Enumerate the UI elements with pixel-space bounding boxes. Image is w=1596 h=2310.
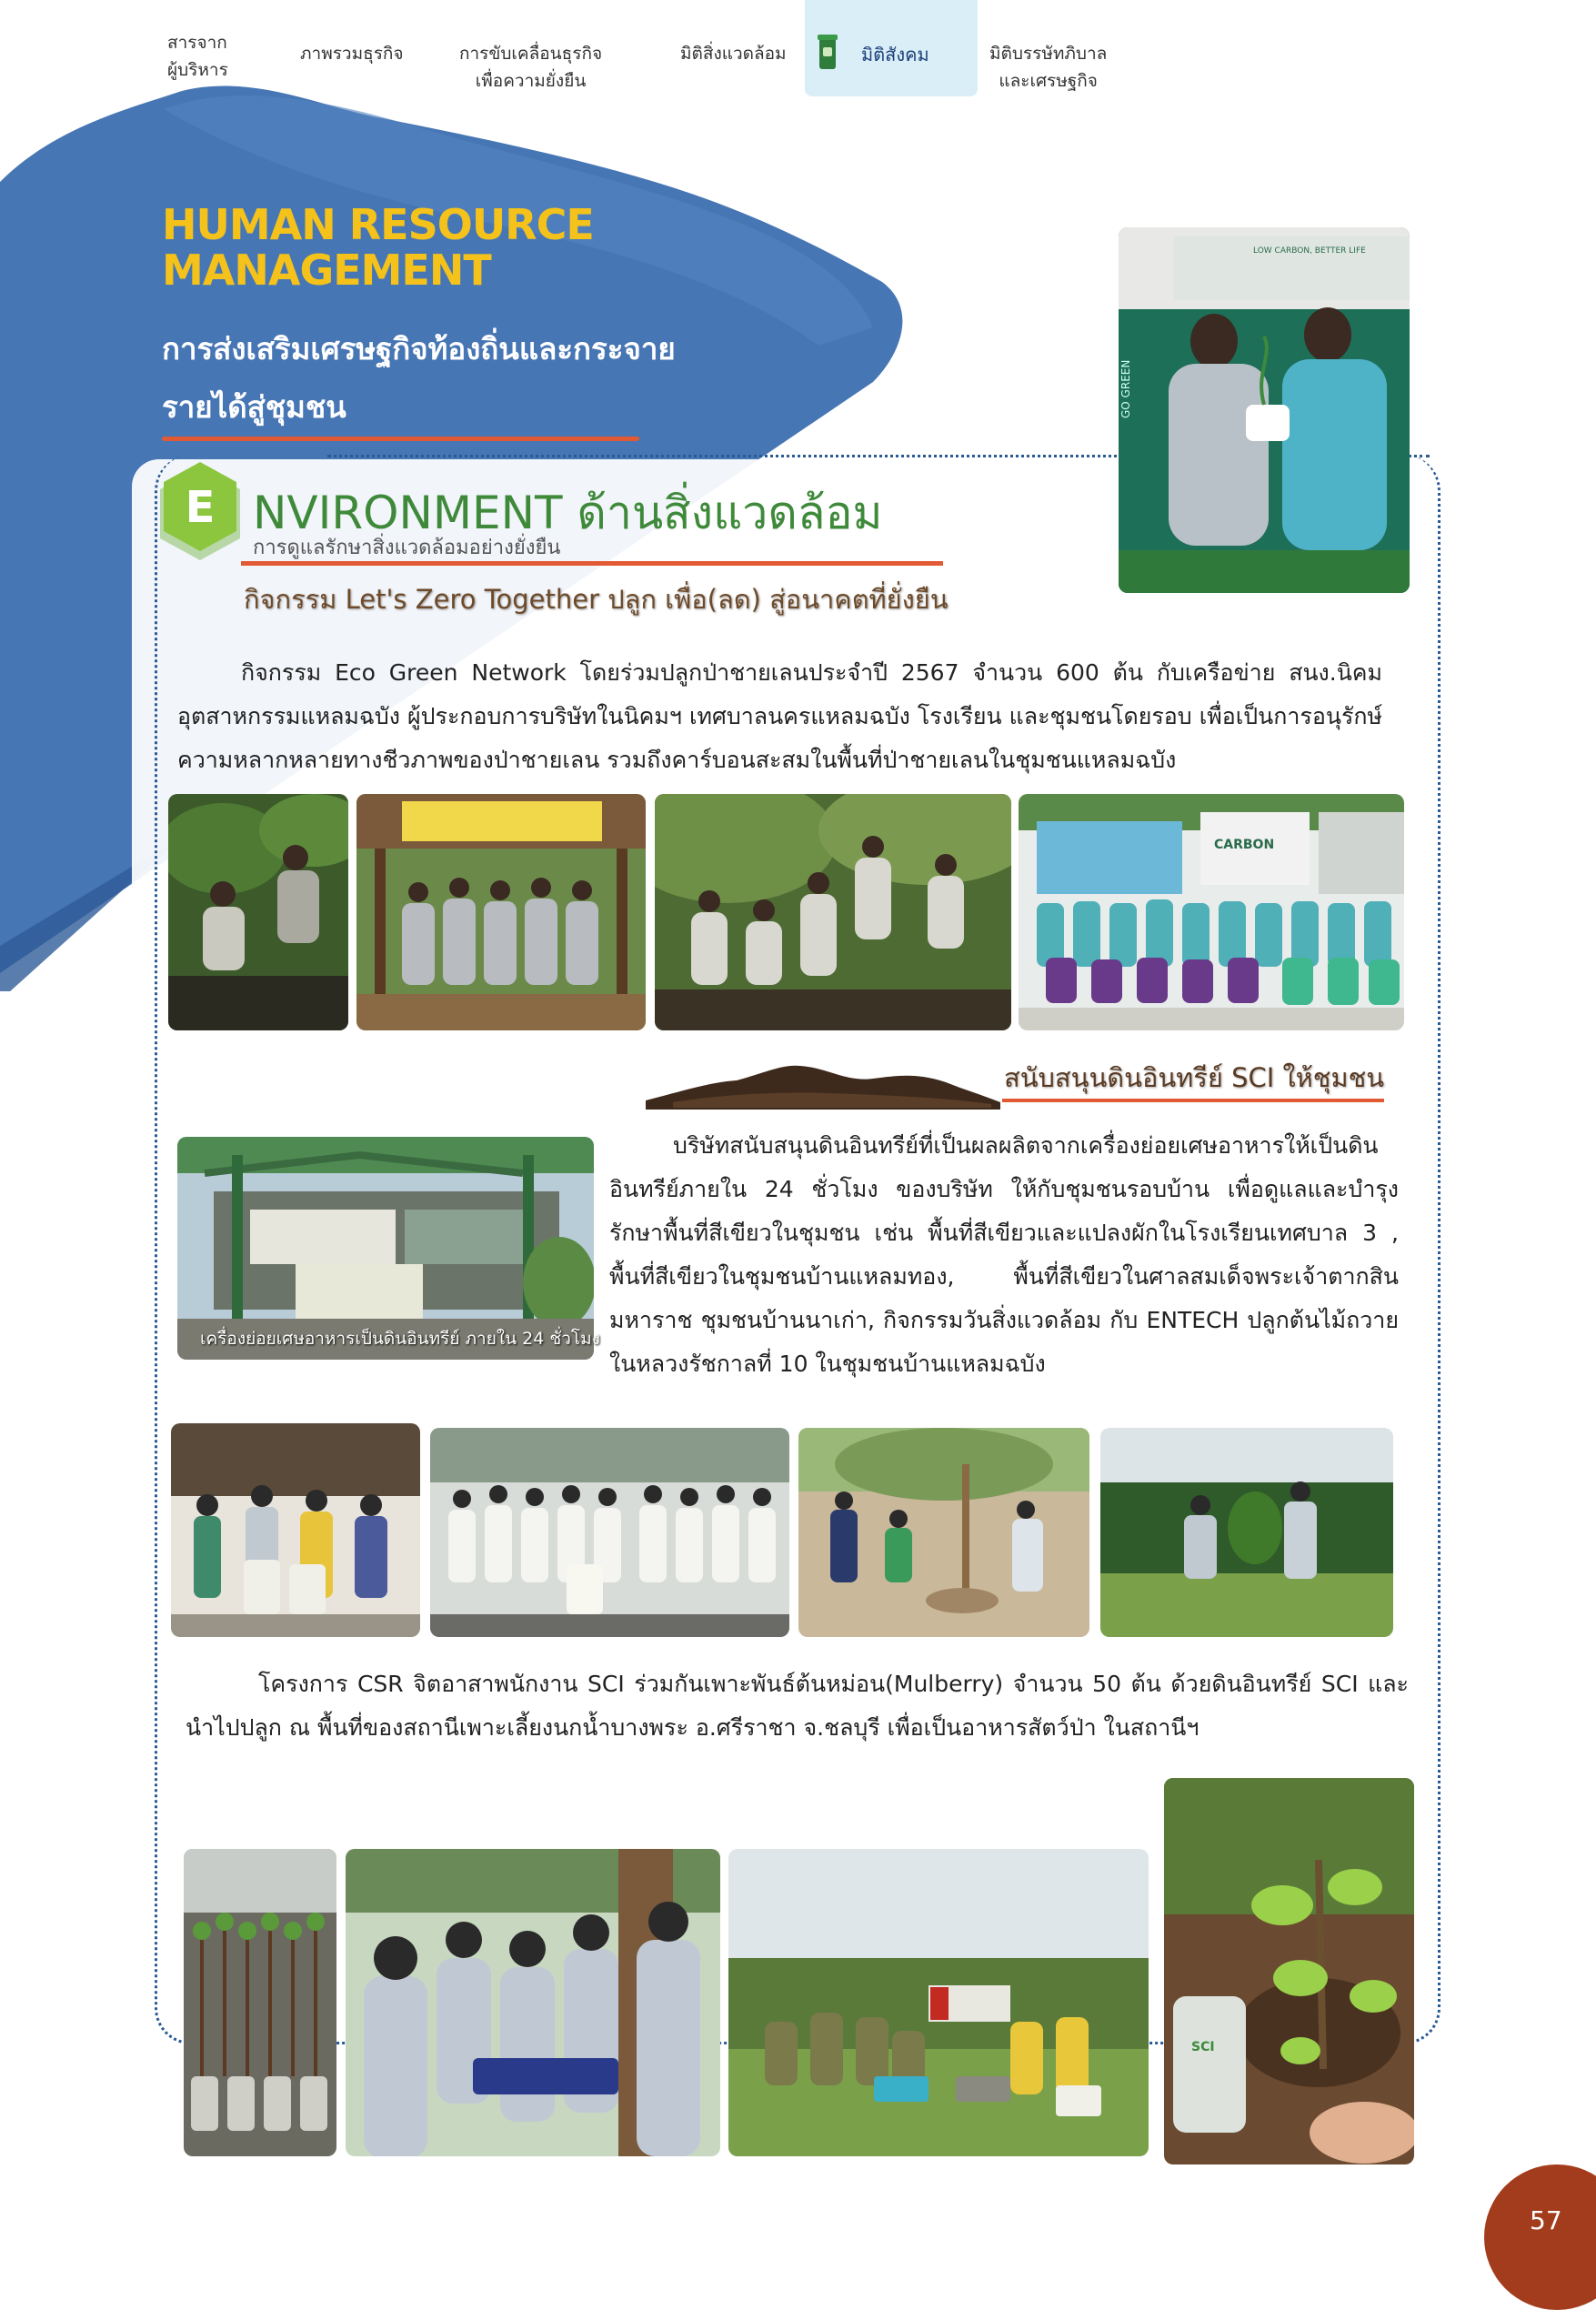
page-number-tab	[1484, 2164, 1596, 2310]
food-waste-machine-caption: เครื่องย่อยเศษอาหารเป็นดินอินทรีย์ ภายใน 24 ชั่วโมง	[200, 1329, 600, 1349]
photo-sign-carbon: CARBON	[1214, 838, 1275, 852]
environment-hexagon-icon	[156, 462, 244, 571]
nav-sustainable-business[interactable]: การขับเคลื่อนธุรกิจ เพื่อความยั่งยืน	[459, 44, 603, 91]
photo-carbon-event	[1019, 794, 1404, 1030]
photo-bird-station-planting	[728, 1849, 1149, 2156]
environment-underline	[241, 561, 943, 566]
photo-tree-planting-soil	[798, 1428, 1089, 1637]
photo-tree-planting-row	[1100, 1428, 1393, 1637]
photo-sign-banner: LOW CARBON, BETTER LIFE	[1253, 246, 1366, 256]
environment-subtitle: การดูแลรักษาสิ่งแวดล้อมอย่างยั่งยืน	[253, 537, 561, 559]
svg-text:E: E	[185, 482, 216, 533]
page-number: 57	[1530, 2205, 1562, 2235]
subtitle-underline	[162, 437, 639, 441]
photo-sign-wall: GO GREEN	[1119, 359, 1132, 418]
photo-handover-plant	[1119, 227, 1410, 593]
activity-title: กิจกรรม Let's Zero Together ปลูก เพื่อ(ลด) สู่อนาคตที่ยั่งยืน	[244, 584, 949, 615]
soil-section-title: สนับสนุนดินอินทรีย์ SCI ให้ชุมชน	[1004, 1062, 1385, 1093]
page-title: HUMAN RESOURCE MANAGEMENT	[162, 200, 594, 295]
photo-group-at-hut	[356, 794, 646, 1030]
soil-pile-icon	[646, 1055, 1000, 1110]
soil-paragraph: บริษัทสนับสนุนดินอินทรีย์ที่เป็นผลผลิตจากเครื่องย่อยเศษอาหารให้เป็นดินอินทรีย์ภายใน 24 ชั่วโมง ของบริษัท ให้กับชุมชนรอบบ้าน เพื่อดูแลและบำรุงรักษาพื้นที่สีเขียวในชุมชน เช่น พื้นที่สีเขียวและแปลงผักในโรงเรียนเทศบาล 3 , พื้นที่สีเขียวในชุมชนบ้านแหลมทอง, พื้นที่สีเขียวในศาลสมเด็จพระเจ้าตากสินมหาราช ชุมชนบ้านนาเก่า, กิจกรรมวันสิ่งแวดล้อม กับ ENTECH ปลูกต้นไม้ถวายในหลวงรัชกาลที่ 10 ในชุมชนบ้านแหลมฉบัง	[609, 1132, 1399, 1377]
environment-title: NVIRONMENT ด้านสิ่งแวดล้อม	[253, 487, 883, 539]
photo-mangrove-group	[655, 794, 1011, 1030]
nav-environment[interactable]: มิติสิ่งแวดล้อม	[680, 44, 787, 64]
mulberry-paragraph: โครงการ CSR จิตอาสาพนักงาน SCI ร่วมกันเพาะพันธ์ต้นหม่อน(Mulberry) จำนวน 50 ต้น ด้วยดินอินทรีย์ SCI และนำไปปลูก ณ พื้นที่ของสถานีเพาะเลี้ยงนกน้ำบางพระ อ.ศรีราชา จ.ชลบุรี เพื่อเป็นอาหารสัตว์ป่า ในสถานีฯ	[186, 1671, 1409, 1741]
photo-mangrove-planting-1	[168, 794, 348, 1030]
photo-volunteers-potting	[346, 1849, 720, 2156]
soil-title-underline	[1002, 1099, 1384, 1102]
photo-mulberry-seedlings	[184, 1849, 336, 2156]
mangrove-paragraph: กิจกรรม Eco Green Network โดยร่วมปลูกป่าชายเลนประจำปี 2567 จำนวน 600 ต้น กับเครือข่าย สนง.นิคมอุตสาหกรรมแหลมฉบัง ผู้ประกอบการบริษัทในนิคมฯ เทศบาลนครแหลมฉบัง โรงเรียน และชุมชนโดยรอบ เพื่อเป็นการอนุรักษ์ความหลากหลายทางชีวภาพของป่าชายเลน รวมถึงคาร์บอนสะสมในพื้นที่ป่าชายเลนในชุมชนแหลมฉบัง	[177, 659, 1382, 773]
nav-executive-message[interactable]: สารจาก ผู้บริหาร	[167, 33, 228, 80]
nav-governance-economy[interactable]: มิติบรรษัทภิบาล และเศรษฐกิจ	[989, 44, 1108, 91]
nav-social-active[interactable]: มิติสังคม	[805, 0, 978, 96]
photo-soil-donation-1	[171, 1423, 420, 1637]
page-subtitle: การส่งเสริมเศรษฐกิจท้องถิ่นและกระจาย รายได้สู่ชุมชน	[162, 331, 676, 425]
photo-soil-donation-students	[430, 1428, 789, 1637]
sci-bag-label: SCI	[1191, 2040, 1215, 2054]
photo-mulberry-seedling-hand	[1164, 1778, 1414, 2164]
nav-business-overview[interactable]: ภาพรวมธุรกิจ	[300, 44, 404, 64]
